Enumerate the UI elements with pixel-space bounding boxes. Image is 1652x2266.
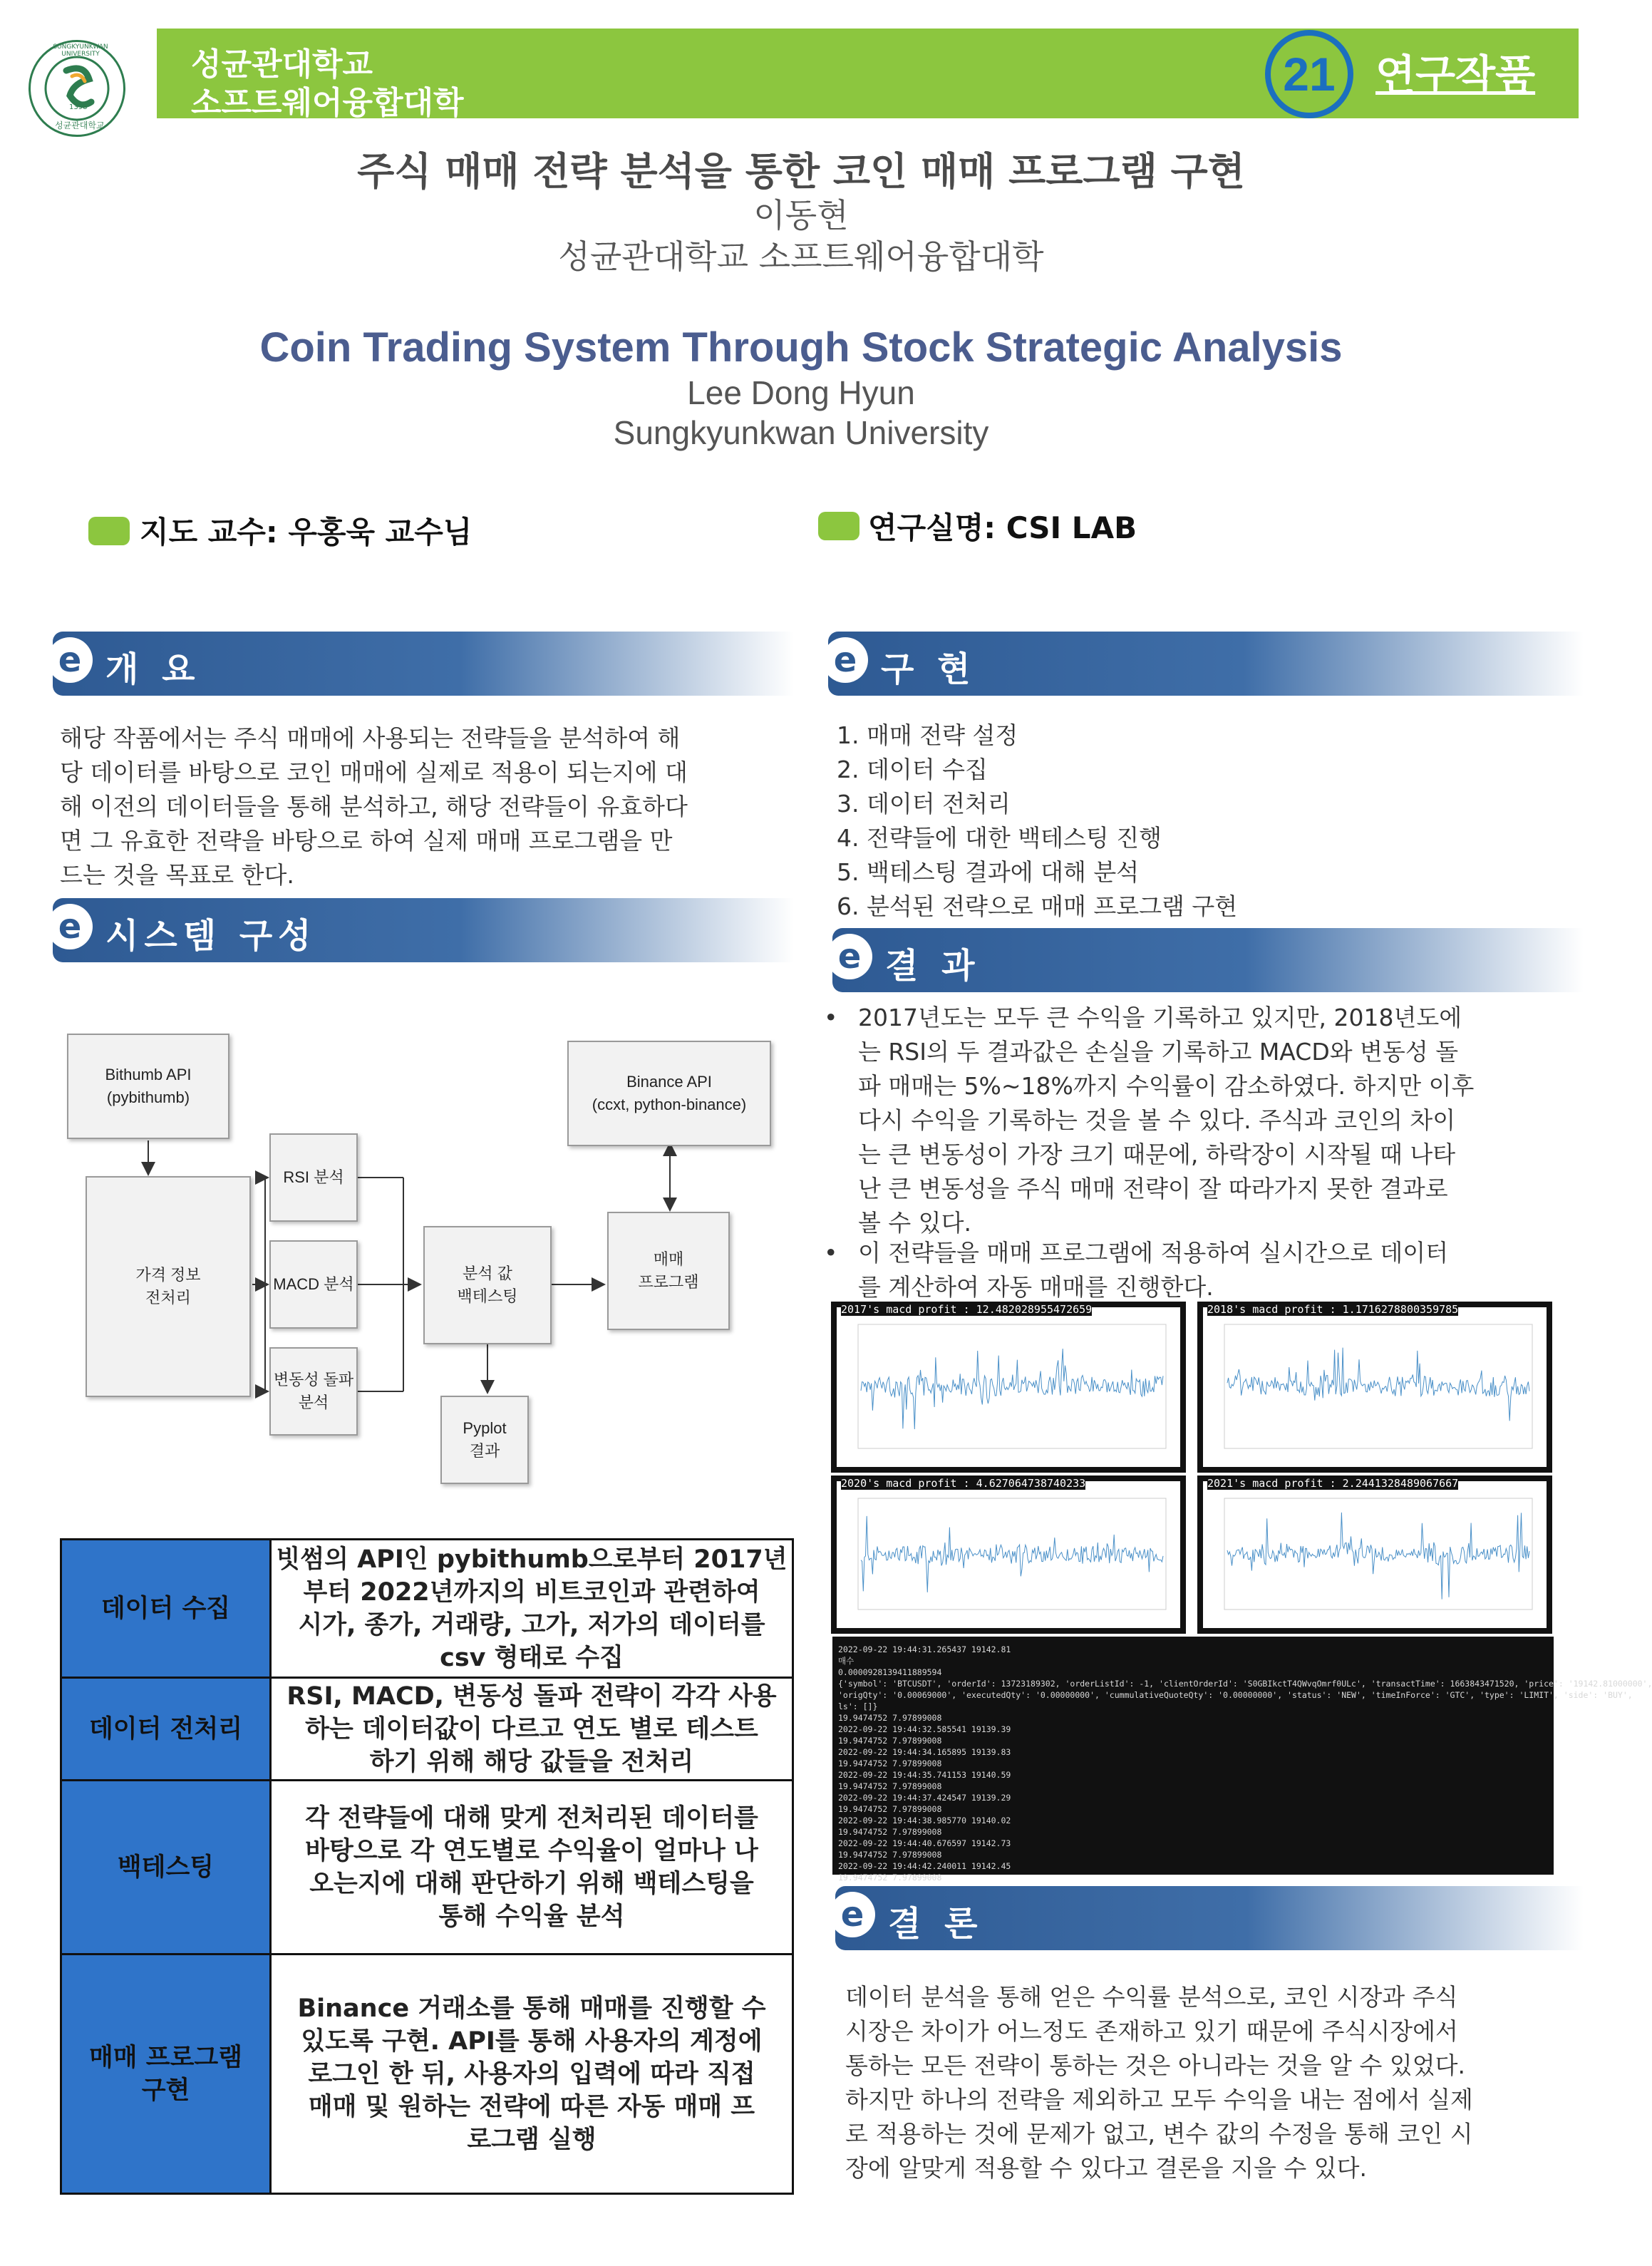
results-line: 파 매매는 5%~18%까지 수익률이 감소하였다. 하지만 이후 bbox=[858, 1072, 1475, 1100]
cell-line: 부터 2022년까지의 비트코인과 관련하여 bbox=[303, 1577, 760, 1607]
logo-year: 1398 bbox=[69, 103, 88, 111]
table-head-cell: 백테스팅 bbox=[61, 1781, 271, 1955]
section-title-implementation: 구 현 bbox=[881, 649, 976, 689]
console-line: {'symbol': 'BTCUSDT', 'orderId': 13723189302, 'orderListId': -1, 'clientOrderId': 'S0GBIkctT4QWvqOmrf0ULc', 'transactTime': 1663843471520, 'price': '19142.81000000', bbox=[838, 1679, 1652, 1689]
chart-area bbox=[1203, 1307, 1547, 1467]
console-line: 19.9474752 7.97899008 bbox=[838, 1713, 942, 1723]
bullet-icon: • bbox=[824, 1004, 838, 1031]
affiliation-english: Sungkyunkwan University bbox=[613, 414, 989, 451]
table-head-cell: 데이터 수집 bbox=[61, 1540, 271, 1678]
overview-line: 당 데이터를 바탕으로 코인 매매에 실제로 적용이 되는지에 대 bbox=[60, 758, 688, 786]
results-line: 난 큰 변동성을 주식 매매 전략이 잘 따라가지 못한 결과로 bbox=[858, 1175, 1448, 1202]
console-line: 매수 bbox=[838, 1656, 855, 1666]
box-label: 변동성 돌파 bbox=[273, 1371, 354, 1389]
results-line: 를 계산하여 자동 매매를 진행한다. bbox=[858, 1273, 1214, 1301]
box-price-preprocessing bbox=[86, 1176, 251, 1397]
macd-chart-2021 bbox=[1197, 1476, 1552, 1634]
list-item: 1. 매매 전략 설정 bbox=[837, 721, 1018, 749]
author-english: Lee Dong Hyun bbox=[687, 374, 915, 411]
overview-line: 해 이전의 데이터들을 통해 분석하고, 해당 전략들이 유효하다 bbox=[60, 793, 688, 820]
author-korean: 이동현 bbox=[753, 196, 849, 235]
console-line: 19.9474752 7.97899008 bbox=[838, 1758, 942, 1768]
results-line: 이 전략들을 매매 프로그램에 적용하여 실시간으로 데이터 bbox=[858, 1239, 1449, 1267]
list-item: 5. 백테스팅 결과에 대해 분석 bbox=[837, 858, 1140, 886]
section-e-icon: e bbox=[822, 637, 868, 683]
lab-text: 연구실명: CSI LAB bbox=[868, 510, 1137, 545]
box-label: 분석 값 bbox=[463, 1265, 512, 1282]
box-volatility bbox=[269, 1347, 358, 1436]
conclusion-line: 장에 알맞게 적용할 수 있다고 결론을 지을 수 있다. bbox=[845, 2154, 1367, 2182]
chart-series-line bbox=[1227, 1513, 1529, 1600]
box-label: 백테스팅 bbox=[457, 1287, 518, 1305]
console-line: 19.9474752 7.97899008 bbox=[838, 1827, 942, 1837]
section-e-icon: e bbox=[827, 934, 872, 979]
section-header-implementation bbox=[828, 632, 1584, 696]
cell-line: 하는 데이터값이 다르고 연도 별로 테스트 bbox=[305, 1714, 758, 1744]
cell-line: 오는지에 대해 판단하기 위해 백테스팅을 bbox=[309, 1869, 754, 1898]
cell-line: RSI, MACD, 변동성 돌파 전략이 각각 사용 bbox=[286, 1682, 777, 1711]
section-title-system: 시스템 구성 bbox=[105, 916, 317, 956]
section-e-icon: e bbox=[47, 904, 93, 949]
console-line: 0.0000928139411889594 bbox=[838, 1667, 942, 1677]
table-row bbox=[61, 1540, 793, 1678]
macd-chart-2020 bbox=[831, 1476, 1186, 1634]
chart-axes bbox=[858, 1324, 1166, 1448]
console-line: 2022-09-22 19:44:40.676597 19142.73 bbox=[838, 1838, 1011, 1848]
console-line: 19.9474752 7.97899008 bbox=[838, 1736, 942, 1746]
chart-area bbox=[837, 1307, 1180, 1467]
chart-line bbox=[837, 1481, 1180, 1628]
cell-line: 바탕으로 각 연도별로 수익율이 얼마나 나 bbox=[305, 1836, 758, 1865]
process-table bbox=[60, 1538, 794, 2195]
cell-line: 하기 위해 해당 값들을 전처리 bbox=[369, 1747, 694, 1776]
implementation-list bbox=[837, 719, 1237, 924]
results-line: 는 큰 변동성이 가장 크기 때문에, 하락장이 시작될 때 나타 bbox=[858, 1140, 1456, 1168]
box-pyplot bbox=[440, 1396, 529, 1484]
cell-line: 시가, 종가, 거래량, 고가, 저가의 데이터를 bbox=[298, 1610, 765, 1639]
cell-line: 로그인 한 뒤, 사용자의 입력에 따라 직접 bbox=[308, 2059, 755, 2089]
box-label: 결과 bbox=[469, 1442, 500, 1460]
results-line: 는 RSI의 두 결과값은 손실을 기록하고 MACD와 변동성 돌 bbox=[858, 1038, 1459, 1066]
poster-category-label: 연구작품 bbox=[1375, 51, 1536, 99]
cell-line: Binance 거래소를 통해 매매를 진행할 수 bbox=[297, 1994, 766, 2023]
results-line: 다시 수익을 기록하는 것을 볼 수 있다. 주식과 코인의 차이 bbox=[858, 1106, 1456, 1134]
cell-line: csv 형태로 수집 bbox=[440, 1643, 624, 1672]
console-line: 2022-09-22 19:44:34.165895 19139.83 bbox=[838, 1747, 1011, 1757]
macd-chart-2018 bbox=[1197, 1302, 1552, 1473]
table-body-cell bbox=[271, 1781, 793, 1955]
section-title-conclusion: 결 론 bbox=[888, 1904, 984, 1944]
box-bithumb-api bbox=[67, 1034, 229, 1139]
cell-line: 각 전략들에 대해 맞게 전처리된 데이터를 bbox=[305, 1803, 758, 1833]
console-line: 2022-09-22 19:44:42.240011 19142.45 bbox=[838, 1861, 1011, 1871]
conclusion-text bbox=[845, 1980, 1473, 2185]
conclusion-line: 하지만 하나의 전략을 제외하고 모두 수익을 내는 점에서 실제 bbox=[845, 2086, 1473, 2113]
list-item: 2. 데이터 수집 bbox=[837, 756, 988, 783]
results-line: 볼 수 있다. bbox=[858, 1209, 971, 1237]
chart-title: 2017's macd profit : 12.482028955472659 bbox=[841, 1303, 1093, 1316]
affiliation-korean: 성균관대학교 소프트웨어융합대학 bbox=[558, 237, 1044, 276]
chart-series-line bbox=[1227, 1348, 1529, 1421]
table-row bbox=[61, 1678, 793, 1781]
console-line: 2022-09-22 19:44:37.424547 19139.29 bbox=[838, 1793, 1011, 1803]
chart-line bbox=[837, 1307, 1180, 1467]
macd-chart-2017 bbox=[831, 1302, 1186, 1473]
univ-name-line2: 소프트웨어융합대학 bbox=[191, 85, 464, 121]
console-line: 19.9474752 7.97899008 bbox=[838, 1804, 942, 1814]
overview-line: 면 그 유효한 전략을 바탕으로 하여 실제 매매 프로그램을 만 bbox=[60, 827, 673, 855]
conclusion-line: 시장은 차이가 어느정도 존재하고 있기 때문에 주식시장에서 bbox=[845, 2017, 1458, 2045]
logo-ko-text: 성균관대학교 bbox=[55, 120, 105, 130]
box-label: Pyplot bbox=[463, 1419, 507, 1437]
advisor-text: 지도 교수: 우홍욱 교수님 bbox=[140, 515, 473, 550]
table-row bbox=[61, 1955, 793, 2194]
results-bullet-2 bbox=[824, 1236, 1448, 1304]
overview-line: 드는 것을 목표로 한다. bbox=[60, 861, 294, 889]
chart-title: 2021's macd profit : 2.2441328489067667 bbox=[1207, 1477, 1459, 1490]
list-item: 6. 분석된 전략으로 매매 프로그램 구현 bbox=[837, 892, 1238, 920]
title-english: Coin Trading System Through Stock Strategic Analysis bbox=[259, 324, 1343, 371]
console-output bbox=[832, 1637, 1652, 1883]
console-line: 2022-09-22 19:44:31.265437 19142.81 bbox=[838, 1644, 1011, 1654]
console-line: 'origQty': '0.00069000', 'executedQty': '0.00000000', 'cummulativeQuoteQty': '0.00000000', 'status': 'NEW', 'timeInForce': 'GTC', 'type': 'LIMIT', 'side': 'BUY', bbox=[838, 1690, 1633, 1700]
box-label: 분석 bbox=[298, 1394, 329, 1411]
section-e-icon: e bbox=[47, 637, 93, 683]
box-label: 매매 bbox=[653, 1250, 684, 1268]
table-body-cell bbox=[271, 1540, 793, 1678]
chart-title: 2018's macd profit : 1.1716278800359785 bbox=[1207, 1303, 1459, 1316]
section-title-results: 결 과 bbox=[885, 946, 981, 986]
results-line: 2017년도는 모두 큰 수익을 기록하고 있지만, 2018년도에 bbox=[858, 1004, 1462, 1031]
table-head-cell: 매매 프로그램 구현 bbox=[61, 1955, 271, 2194]
chart-axes bbox=[1224, 1324, 1532, 1448]
table-row bbox=[61, 1781, 793, 1955]
chart-title: 2020's macd profit : 4.627064738740233 bbox=[841, 1477, 1086, 1490]
cell-line: 통해 수익율 분석 bbox=[438, 1902, 625, 1931]
box-label: 전처리 bbox=[145, 1289, 191, 1307]
cell-line: 있도록 구현. API를 통해 사용자의 계정에 bbox=[301, 2026, 763, 2056]
box-label: Binance API bbox=[626, 1073, 712, 1091]
console-line: 19.9474752 7.97899008 bbox=[838, 1850, 942, 1860]
console-line: ls': []} bbox=[838, 1701, 878, 1711]
list-item: 4. 전략들에 대한 백테스팅 진행 bbox=[837, 824, 1162, 852]
box-label: MACD 분석 bbox=[273, 1275, 354, 1293]
overview-line: 해당 작품에서는 주식 매매에 사용되는 전략들을 분석하여 해 bbox=[60, 724, 681, 752]
table-head-cell: 데이터 전처리 bbox=[61, 1678, 271, 1781]
bullet-icon: • bbox=[824, 1239, 838, 1267]
conclusion-line: 데이터 분석을 통해 얻은 수익률 분석으로, 코인 시장과 주식 bbox=[845, 1983, 1458, 2011]
console-line: 2022-09-22 19:44:38.985770 19140.02 bbox=[838, 1816, 1011, 1825]
results-bullet-1 bbox=[824, 1001, 1474, 1240]
chart-area bbox=[837, 1481, 1180, 1628]
chart-area bbox=[1203, 1481, 1547, 1628]
section-header-results bbox=[832, 928, 1584, 992]
section-header-conclusion bbox=[835, 1886, 1584, 1950]
box-backtesting bbox=[423, 1226, 552, 1344]
title-korean: 주식 매매 전략 분석을 통한 코인 매매 프로그램 구현 bbox=[357, 149, 1245, 194]
console-line: 2022-09-22 19:44:35.741153 19140.59 bbox=[838, 1770, 1011, 1780]
cell-line: 빗썸의 API인 pybithumb으로부터 2017년 bbox=[276, 1545, 788, 1574]
box-label: (ccxt, python-binance) bbox=[592, 1096, 747, 1113]
box-macd bbox=[269, 1240, 358, 1329]
box-label: 가격 정보 bbox=[135, 1266, 201, 1284]
chart-series-line bbox=[861, 1349, 1163, 1429]
box-label: RSI 분석 bbox=[283, 1168, 344, 1186]
list-item: 3. 데이터 전처리 bbox=[837, 790, 1011, 818]
table-body-cell bbox=[271, 1678, 793, 1781]
box-trading-program bbox=[607, 1212, 730, 1330]
chart-line bbox=[1203, 1481, 1547, 1628]
logo-en-text: SUNGKYUNKWAN UNIVERSITY bbox=[53, 43, 108, 58]
box-rsi bbox=[269, 1133, 358, 1222]
box-binance-api bbox=[567, 1041, 771, 1146]
console-line: 19.9474752 7.97899008 bbox=[838, 1873, 942, 1883]
section-title-overview: 개 요 bbox=[105, 649, 201, 689]
conclusion-line: 통하는 모든 전략이 통하는 것은 아니라는 것을 알 수 있었다. bbox=[845, 2051, 1465, 2079]
univ-name-line1: 성균관대학교 bbox=[191, 46, 373, 83]
table-body-cell bbox=[271, 1955, 793, 2194]
cell-line: 로그램 실행 bbox=[467, 2125, 597, 2154]
chart-line bbox=[1203, 1307, 1547, 1467]
chart-series-line bbox=[861, 1516, 1163, 1592]
section-e-icon: e bbox=[830, 1892, 875, 1937]
box-label: Bithumb API bbox=[105, 1066, 192, 1083]
conclusion-line: 로 적용하는 것에 문제가 없고, 변수 값의 수정을 통해 코인 시 bbox=[845, 2120, 1473, 2148]
console-line: 2022-09-22 19:44:32.585541 19139.39 bbox=[838, 1724, 1011, 1734]
poster-number-badge: 21 bbox=[1265, 30, 1353, 118]
box-label: (pybithumb) bbox=[106, 1088, 190, 1106]
console-line: 19.9474752 7.97899008 bbox=[838, 1781, 942, 1791]
cell-line: 매매 및 원하는 전략에 따른 자동 매매 프 bbox=[308, 2092, 755, 2121]
box-label: 프로그램 bbox=[638, 1273, 699, 1291]
